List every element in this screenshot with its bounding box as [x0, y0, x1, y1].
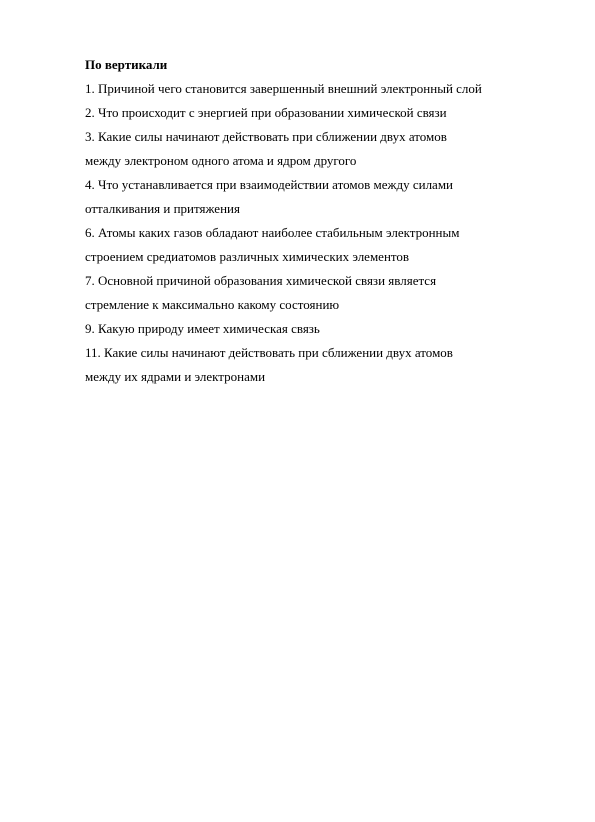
question-9	[85, 317, 525, 341]
question-line: 11. Какие силы начинают действовать при сближении двух атомов	[85, 345, 453, 360]
document-content	[85, 53, 525, 389]
section-heading: По вертикали	[85, 57, 168, 72]
question-line: строением средиатомов различных химических элементов	[85, 249, 410, 264]
question-line: 6. Атомы каких газов обладают наиболее стабильным электронным	[85, 225, 460, 240]
question-line: 4. Что устанавливается при взаимодействии атомов между силами	[85, 177, 454, 192]
question-2	[85, 101, 525, 125]
question-line: 3. Какие силы начинают действовать при сближении двух атомов	[85, 129, 447, 144]
question-6	[85, 221, 525, 269]
question-7	[85, 269, 525, 317]
question-line: между электроном одного атома и ядром другого	[85, 153, 357, 168]
question-3	[85, 125, 525, 173]
question-4	[85, 173, 525, 221]
question-line: 2. Что происходит с энергией при образовании химической связи	[85, 105, 447, 120]
question-line: 7. Основной причиной образования химической связи является	[85, 273, 437, 288]
question-line: отталкивания и притяжения	[85, 201, 240, 216]
question-11	[85, 341, 525, 389]
question-line: стремление к максимально какому состоянию	[85, 297, 340, 312]
question-1	[85, 77, 525, 101]
question-line: 9. Какую природу имеет химическая связь	[85, 321, 320, 336]
question-line: между их ядрами и электронами	[85, 369, 266, 384]
question-line: 1. Причиной чего становится завершенный внешний электронный слой	[85, 81, 482, 96]
